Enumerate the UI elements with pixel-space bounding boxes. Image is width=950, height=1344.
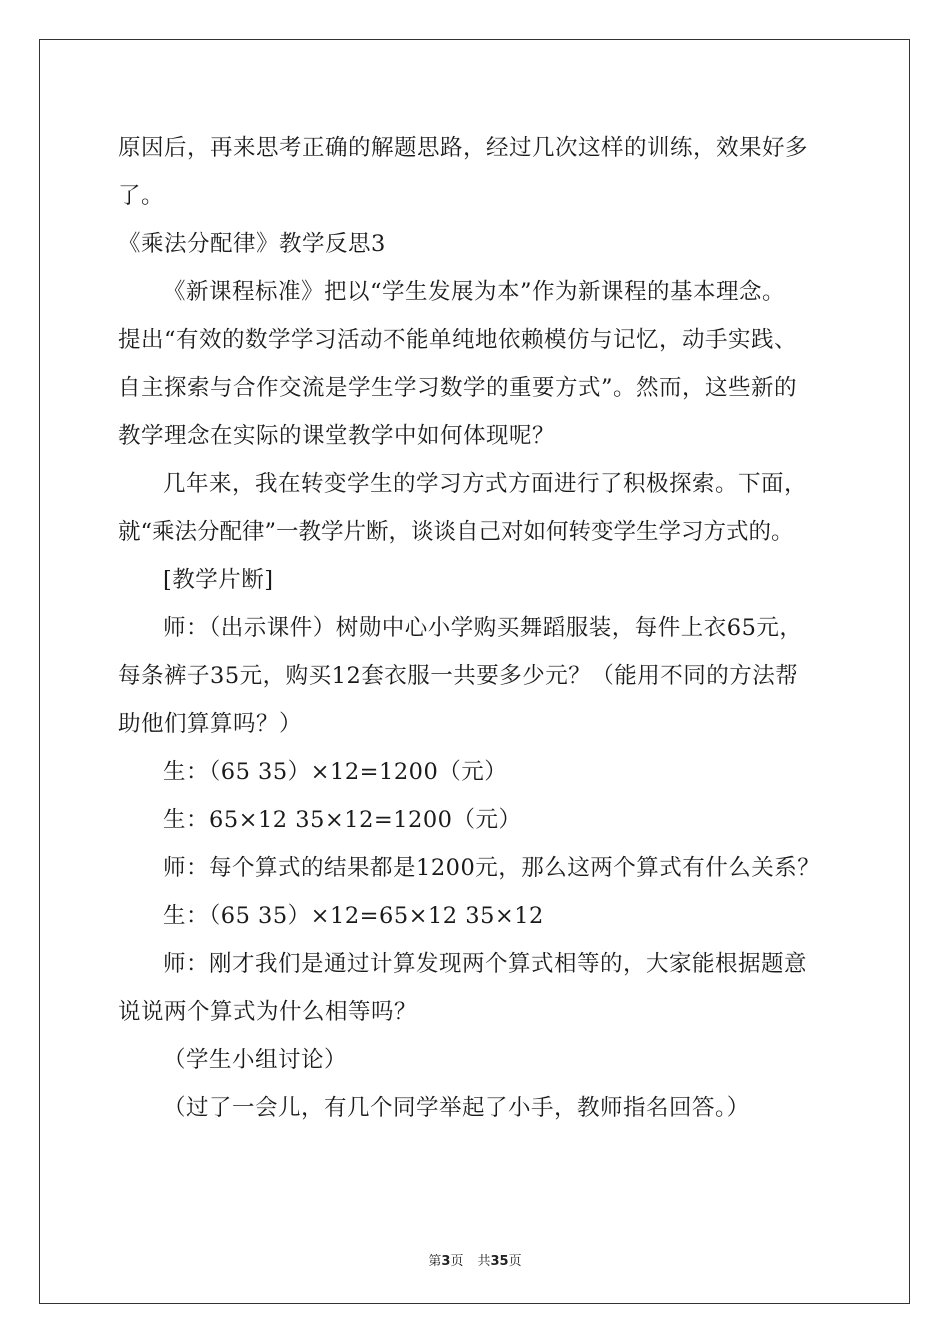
text-line: 师：（出示课件）树勋中心小学购买舞蹈服装，每件上衣65元， <box>163 615 803 641</box>
text-line: 《新课程标准》把以“学生发展为本”作为新课程的基本理念。 <box>163 279 786 305</box>
text-line: 生：（65 35）×12=65×12 35×12 <box>163 903 544 929</box>
total-suffix: 页 <box>508 1254 522 1269</box>
page-footer <box>0 1250 950 1269</box>
document-body <box>118 124 838 1132</box>
text-line: 生：65×12 35×12=1200（元） <box>163 807 522 833</box>
text-line: 每条裤子35元，购买12套衣服一共要多少元？（能用不同的方法帮 <box>118 663 799 689</box>
total-prefix: 共 <box>477 1254 491 1269</box>
text-line: 几年来，我在转变学生的学习方式方面进行了积极探索。下面， <box>163 471 808 497</box>
page-number: 3 <box>441 1254 451 1269</box>
text-line: 原因后，再来思考正确的解题思路，经过几次这样的训练，效果好多 <box>118 135 809 161</box>
text-line: 就“乘法分配律”一教学片断，谈谈自己对如何转变学生学习方式的。 <box>118 519 794 545</box>
page-prefix: 第 <box>428 1254 442 1269</box>
total-pages: 35 <box>490 1254 509 1269</box>
text-line: [教学片断] <box>163 567 274 593</box>
page-suffix: 页 <box>450 1254 464 1269</box>
text-line: 师：刚才我们是通过计算发现两个算式相等的，大家能根据题意 <box>163 951 808 977</box>
text-line: 师：每个算式的结果都是1200元，那么这两个算式有什么关系？ <box>163 855 821 881</box>
text-line: 自主探索与合作交流是学生学习数学的重要方式”。然而，这些新的 <box>118 375 798 401</box>
text-line: 提出“有效的数学学习活动不能单纯地依赖模仿与记忆，动手实践、 <box>118 327 798 353</box>
text-line: 教学理念在实际的课堂教学中如何体现呢？ <box>118 423 556 449</box>
text-line: （过了一会儿，有几个同学举起了小手，教师指名回答。） <box>163 1095 750 1121</box>
text-line: 生：（65 35）×12=1200（元） <box>163 759 508 785</box>
text-line: （学生小组讨论） <box>163 1047 348 1073</box>
text-line: 助他们算算吗？） <box>118 711 303 737</box>
text-line: 了。 <box>118 183 165 209</box>
section-heading: 《乘法分配律》教学反思3 <box>118 231 386 257</box>
text-line: 说说两个算式为什么相等吗？ <box>118 999 418 1025</box>
